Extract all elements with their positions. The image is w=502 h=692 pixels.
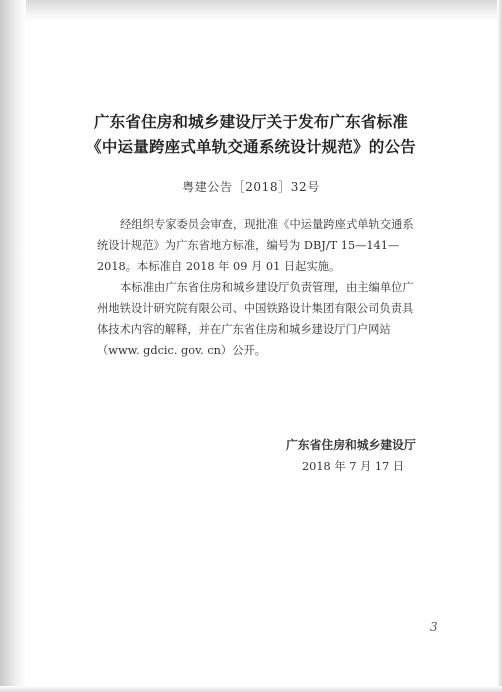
- scan-shadow-right: [497, 0, 502, 692]
- page-number: 3: [430, 620, 438, 634]
- announcement-title-line-2: 《中运量跨座式单轨交通系统设计规范》的公告: [86, 138, 416, 156]
- scan-shadow-top: [0, 0, 502, 22]
- issuing-authority-signature: 广东省住房和城乡建设厅: [286, 438, 416, 452]
- issue-date: 2018 年 7 月 17 日: [302, 460, 405, 473]
- body-text-line: 经组织专家委员会审查，现批准《中运量跨座式单轨交通系: [120, 218, 414, 231]
- document-number: 粤建公告［2018］32号: [182, 180, 320, 194]
- body-text-line: 体技术内容的解释，并在广东省住房和城乡建设厅门户网站: [97, 323, 391, 336]
- body-text-line: 2018。本标准自 2018 年 09 月 01 日起实施。: [97, 260, 341, 273]
- announcement-title-line-1: 广东省住房和城乡建设厅关于发布广东省标准: [93, 113, 408, 131]
- body-text-line: 本标准由广东省住房和城乡建设厅负责管理，由主编单位广: [120, 281, 414, 294]
- scan-shadow-bottom: [0, 686, 502, 692]
- scan-shadow-left: [0, 0, 26, 692]
- body-text-line: 州地铁设计研究院有限公司、中国铁路设计集团有限公司负责具: [97, 302, 414, 315]
- body-text-line: 统设计规范》为广东省地方标准，编号为 DBJ/T 15—141—: [97, 239, 400, 252]
- body-text-line: （www. gdcic. gov. cn）公开。: [97, 344, 267, 357]
